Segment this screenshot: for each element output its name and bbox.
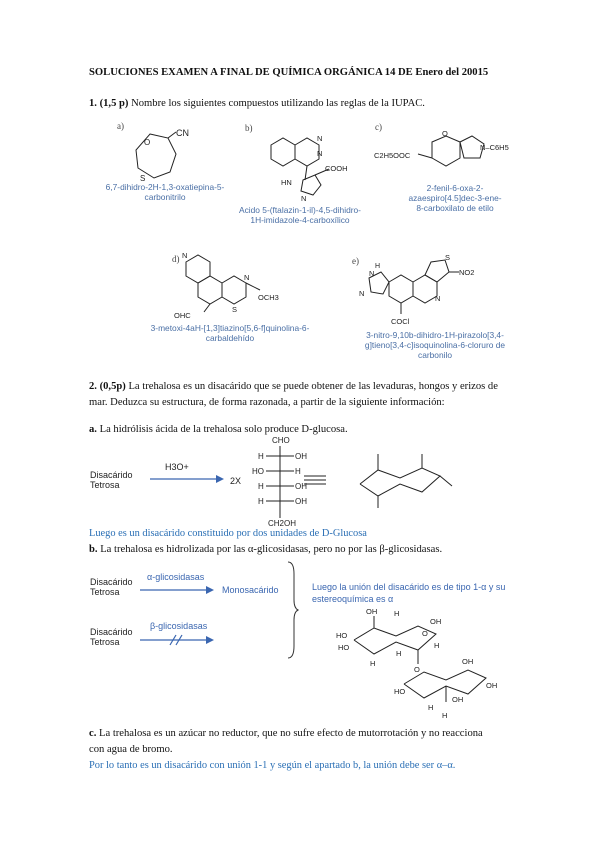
trehalose-h-6: H bbox=[442, 711, 448, 720]
q2b-arrow-alpha bbox=[140, 585, 220, 595]
trehalose-o-ring-1: O bbox=[422, 629, 428, 638]
q2a-reactant: Disacárido Tetrosa bbox=[90, 470, 133, 490]
question-1-number: 1. (1,5 p) bbox=[89, 98, 129, 109]
equivalence-sign bbox=[304, 474, 328, 486]
compound-d-atom-och3: OCH3 bbox=[258, 293, 279, 302]
q2b-reactant-1: Disacárido Tetrosa bbox=[90, 577, 133, 597]
compound-c-letter: c) bbox=[375, 122, 382, 132]
compound-b-atom-hn: HN bbox=[281, 178, 292, 187]
trehalose-h-3: H bbox=[396, 649, 402, 658]
fischer-r1-right: OH bbox=[295, 452, 307, 461]
fischer-r1-left: H bbox=[258, 452, 264, 461]
compound-b-atom-n3: N bbox=[301, 194, 307, 203]
compound-d-atom-n1: N bbox=[182, 251, 188, 260]
trehalose-oh-5: OH bbox=[452, 695, 464, 704]
fischer-r4-left: H bbox=[258, 497, 264, 506]
compound-a-atom-o: O bbox=[144, 138, 151, 147]
question-2a: a. La hidrólisis ácida de la trehalosa solo produce D-glucosa. bbox=[89, 424, 348, 435]
compound-b-letter: b) bbox=[245, 123, 253, 133]
q2b-reactant-2: Disacárido Tetrosa bbox=[90, 627, 133, 647]
q2a-coefficient: 2X bbox=[230, 476, 242, 486]
trehalose-oh-4: OH bbox=[486, 681, 498, 690]
q2b-enzyme-alpha: α-glicosidasas bbox=[147, 572, 205, 582]
compound-d-structure bbox=[172, 250, 292, 325]
q2b-conclusion: Luego la unión del disacárido es de tipo 1-α y su estereoquímica es α bbox=[312, 582, 506, 604]
q2b-arrow-beta-blocked bbox=[140, 633, 220, 647]
fischer-r4-right: OH bbox=[295, 497, 307, 506]
trehalose-o-bridge: O bbox=[414, 665, 420, 674]
trehalose-oh-3: OH bbox=[462, 657, 474, 666]
compound-a-atom-s: S bbox=[140, 174, 146, 183]
compound-c-atom-o: O bbox=[442, 129, 448, 138]
compound-c-atom-n: N–C6H5 bbox=[480, 143, 509, 152]
compound-d-letter: d) bbox=[172, 254, 180, 264]
compound-d-atom-n2: N bbox=[244, 273, 250, 282]
fischer-ch2oh: CH2OH bbox=[268, 519, 297, 528]
q2b-enzyme-beta: β-glicosidasas bbox=[150, 621, 208, 631]
compound-a-letter: a) bbox=[117, 121, 124, 131]
compound-b-atom-cooh: COOH bbox=[325, 164, 348, 173]
compound-d-name: 3-metoxi-4aH-[1,3]tiazino[5,6-f]quinolina-6- carbaldehído bbox=[150, 323, 310, 343]
fischer-r3-right: OH bbox=[295, 482, 307, 491]
compound-e-atom-n3: N bbox=[435, 294, 441, 303]
compound-a-atom-cn: CN bbox=[176, 128, 189, 138]
compound-e-atom-cocl: COCl bbox=[391, 317, 410, 326]
trehalose-h-4: H bbox=[434, 641, 440, 650]
fischer-cho: CHO bbox=[272, 436, 290, 445]
glucose-chair-structure bbox=[348, 446, 458, 516]
trehalose-oh-2: OH bbox=[430, 617, 442, 626]
compound-e-atom-s: S bbox=[445, 253, 451, 262]
question-1 bbox=[89, 96, 519, 112]
trehalose-h-5: H bbox=[428, 703, 434, 712]
compound-d-atom-s: S bbox=[232, 305, 238, 314]
question-1-text: Nombre los siguientes compuestos utilizando las reglas de la IUPAC. bbox=[131, 98, 425, 109]
page-title: SOLUCIONES EXAMEN A FINAL DE QUÍMICA ORGÁNICA 14 DE Enero del 20015 bbox=[89, 67, 489, 78]
trehalose-h-1: H bbox=[394, 609, 400, 618]
q2b-product: Monosacárido bbox=[222, 585, 279, 595]
question-2c: c. La trehalosa es un azúcar no reductor, que no sufre efecto de mutorrotación y no reacciona con agua de bromo. bbox=[89, 728, 483, 755]
compound-b-atom-n2: N bbox=[317, 149, 323, 158]
trehalose-ho-1: HO bbox=[336, 631, 348, 640]
compound-e-atom-n2: N bbox=[359, 289, 365, 298]
question-2b: b. La trehalosa es hidrolizada por las α-glicosidasas, pero no por las β-glicosidasas. bbox=[89, 544, 443, 555]
compound-b-name: Acido 5-(ftalazin-1-il)-4,5-dihidro- 1H-imidazole-4-carboxílico bbox=[239, 205, 361, 225]
compound-e-letter: e) bbox=[352, 256, 359, 266]
compound-e-structure bbox=[355, 252, 485, 332]
trehalose-ho-2: HO bbox=[338, 643, 350, 652]
compound-d-atom-ohc: OHC bbox=[174, 311, 191, 320]
curly-brace bbox=[286, 560, 300, 660]
compound-a-structure bbox=[120, 128, 200, 188]
trehalose-ho-3: HO bbox=[394, 687, 406, 696]
trehalose-h-2: H bbox=[370, 659, 376, 668]
question-2-number: 2. (0,5p) bbox=[89, 381, 126, 392]
compound-e-name: 3-nitro-9,10b-dihidro-1H-pirazolo[3,4- g]tieno[3,4-c]isoquinolina-6-cloruro de carbonilo bbox=[364, 330, 506, 360]
q2a-conclusion: Luego es un disacárido constituido por dos unidades de D-Glucosa bbox=[89, 528, 367, 539]
compound-c-structure bbox=[372, 128, 522, 188]
compound-e-atom-h: H bbox=[375, 263, 381, 270]
compound-b-atom-n1: N bbox=[317, 134, 323, 143]
question-2: 2. (0,5p) La trehalosa es un disacárido que se puede obtener de las levaduras, hongos y erizos de mar. Deduzca su estructura, de forma razonada, a partir de la siguiente información: bbox=[89, 381, 498, 408]
trehalose-structure bbox=[334, 606, 504, 721]
compound-c-atom-ester: C2H5OOC bbox=[374, 151, 411, 160]
compound-e-atom-no2: NO2 bbox=[459, 268, 475, 277]
compound-a-name: 6,7-dihidro-2H-1,3-oxatiepina-5- carbonitrilo bbox=[105, 182, 225, 202]
compound-e-atom-n1: N bbox=[369, 269, 375, 278]
fischer-r3-left: H bbox=[258, 482, 264, 491]
fischer-r2-left: HO bbox=[252, 467, 264, 476]
trehalose-oh-1: OH bbox=[366, 607, 378, 616]
compound-c-name: 2-fenil-6-oxa-2- azaespiro[4.5]dec-3-ene- 8-carboxilato de etilo bbox=[408, 183, 502, 213]
compound-b-structure bbox=[255, 125, 365, 205]
q2a-arrow bbox=[150, 474, 230, 484]
q2c-conclusion: Por lo tanto es un disacárido con unión 1-1 y según el apartado b, la unión debe ser α–α. bbox=[89, 760, 456, 771]
fischer-r2-right: H bbox=[295, 467, 301, 476]
q2a-reagent: H3O+ bbox=[165, 462, 189, 472]
